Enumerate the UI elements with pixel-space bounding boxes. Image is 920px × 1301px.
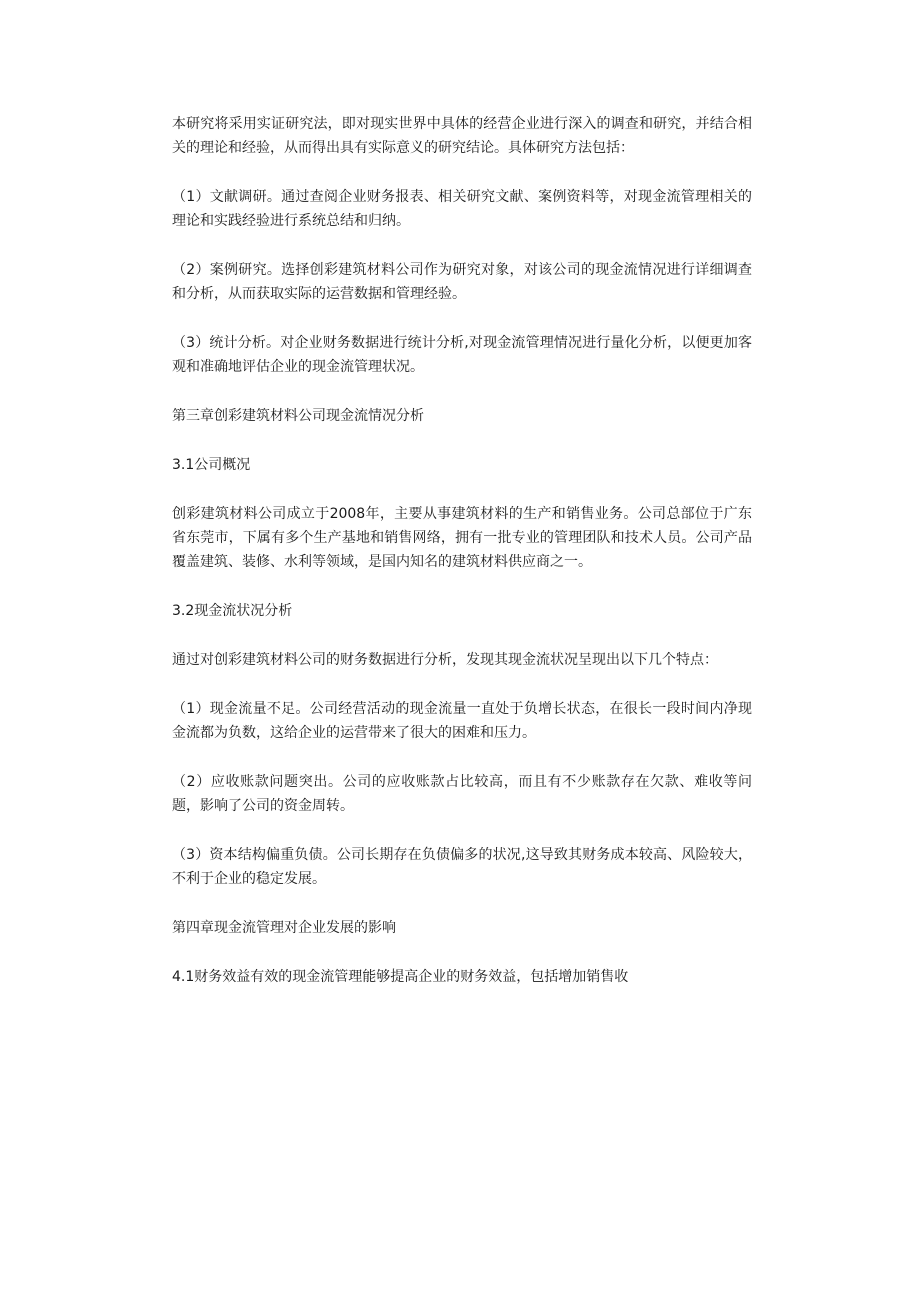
paragraph-debt-heavy-structure: （3）资本结构偏重负债。公司长期存在负债偏多的状况,这导致其财务成本较高、风险较大，不利于企业的稳定发展。 (172, 847, 752, 887)
paragraph-method-statistical-analysis: （3）统计分析。对企业财务数据进行统计分析,对现金流管理情况进行量化分析，以便更加客观和准确地评估企业的现金流管理状况。 (172, 335, 752, 375)
paragraph-method-case-study: （2）案例研究。选择创彩建筑材料公司作为研究对象，对该公司的现金流情况进行详细调查和分析，从而获取实际的运营数据和管理经验。 (172, 262, 752, 302)
paragraph-method-literature-review: （1）文献调研。通过查阅企业财务报表、相关研究文献、案例资料等，对现金流管理相关的理论和实践经验进行系统总结和归纳。 (172, 189, 752, 229)
paragraph-section-4-1: 4.1财务效益有效的现金流管理能够提高企业的财务效益，包括增加销售收 (172, 969, 629, 985)
document-body (172, 112, 752, 1014)
chapter-4-heading: 第四章现金流管理对企业发展的影响 (172, 920, 396, 936)
paragraph-insufficient-cash-flow: （1）现金流量不足。公司经营活动的现金流量一直处于负增长状态，在很长一段时间内净现金流都为负数，这给企业的运营带来了很大的困难和压力。 (172, 701, 752, 741)
section-3-1-heading: 3.1公司概况 (172, 457, 251, 473)
paragraph-company-overview: 创彩建筑材料公司成立于2008年，主要从事建筑材料的生产和销售业务。公司总部位于广东省东莞市，下属有多个生产基地和销售网络，拥有一批专业的管理团队和技术人员。公司产品覆盖建筑、装修、水利等领域，是国内知名的建筑材料供应商之一。 (172, 506, 752, 570)
chapter-3-heading: 第三章创彩建筑材料公司现金流情况分析 (172, 408, 424, 424)
paragraph-research-method-intro: 本研究将采用实证研究法，即对现实世界中具体的经营企业进行深入的调查和研究，并结合相关的理论和经验，从而得出具有实际意义的研究结论。具体研究方法包括： (172, 116, 752, 156)
section-3-2-heading: 3.2现金流状况分析 (172, 603, 293, 619)
paragraph-receivables-issue: （2）应收账款问题突出。公司的应收账款占比较高，而且有不少账款存在欠款、难收等问题，影响了公司的资金周转。 (172, 774, 752, 814)
paragraph-cash-flow-analysis-intro: 通过对创彩建筑材料公司的财务数据进行分析，发现其现金流状况呈现出以下几个特点： (172, 652, 718, 668)
